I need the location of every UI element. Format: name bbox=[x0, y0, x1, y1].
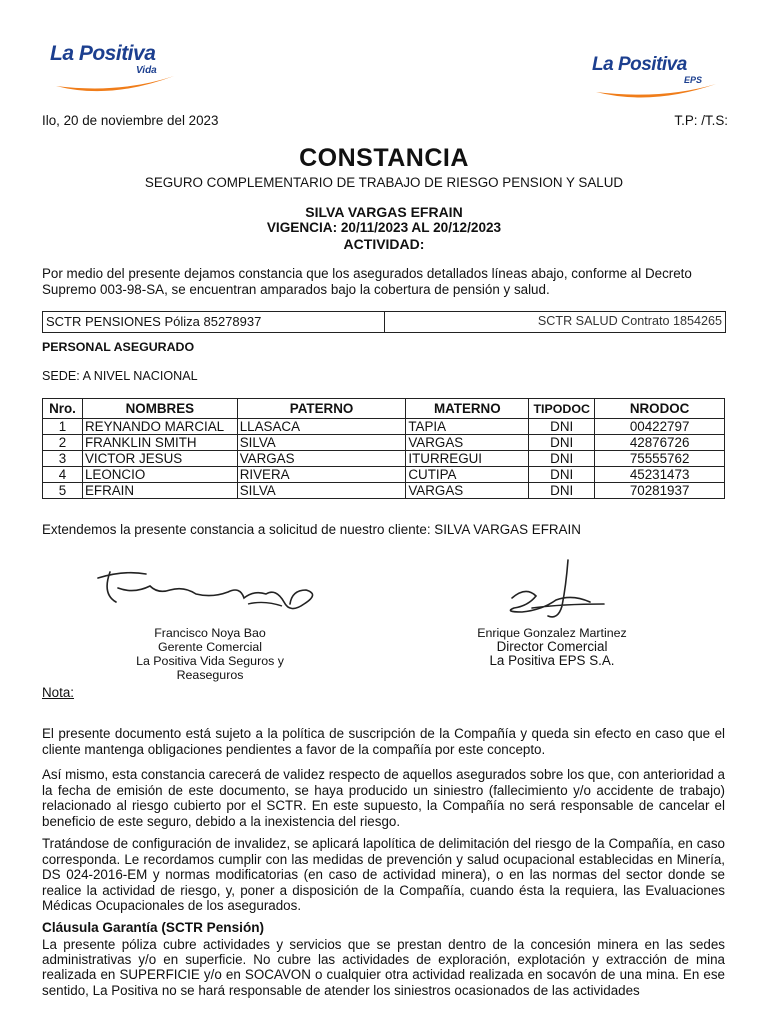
cell-nro: 5 bbox=[43, 483, 83, 499]
cell-nrodoc: 75555762 bbox=[595, 451, 725, 467]
la-positiva-vida-logo bbox=[50, 42, 180, 102]
cell-nro: 2 bbox=[43, 435, 83, 451]
signatory-right-name: Enrique Gonzalez Martinez bbox=[477, 626, 627, 640]
clausula-heading: Cláusula Garantía (SCTR Pensión) bbox=[42, 920, 265, 935]
logo-brand-text: La Positiva bbox=[592, 54, 687, 75]
policy-box-divider bbox=[384, 312, 385, 332]
signature-right-icon bbox=[492, 556, 622, 626]
signatory-left-name: Francisco Noya Bao bbox=[154, 626, 266, 640]
cell-paterno: RIVERA bbox=[237, 467, 406, 483]
cell-materno: ITURREGUI bbox=[406, 451, 529, 467]
signatory-left-role: Gerente Comercial bbox=[158, 640, 262, 654]
signatory-right bbox=[452, 626, 652, 668]
cell-tipodoc: DNI bbox=[529, 467, 595, 483]
extension-line: Extendemos la presente constancia a solicitud de nuestro cliente: SILVA VARGAS EFRAIN bbox=[42, 522, 581, 537]
client-name: SILVA VARGAS EFRAIN bbox=[305, 204, 463, 220]
logo-sub-text: Vida bbox=[136, 65, 157, 76]
cell-nro: 3 bbox=[43, 451, 83, 467]
table-row bbox=[43, 451, 725, 467]
table-row bbox=[43, 435, 725, 451]
cell-materno: VARGAS bbox=[406, 483, 529, 499]
cell-nrodoc: 45231473 bbox=[595, 467, 725, 483]
cell-nombres: EFRAIN bbox=[82, 483, 237, 499]
signature-left-icon bbox=[94, 564, 334, 624]
table-row bbox=[43, 483, 725, 499]
note-paragraph-1: El presente documento está sujeto a la política de suscripción de la Compañía y queda sin efecto en caso que el cliente mantenga obligaciones pendientes a favor de la compañía por este concepto. bbox=[42, 726, 725, 757]
header-nrodoc: NRODOC bbox=[595, 399, 725, 419]
signatory-left bbox=[110, 626, 310, 682]
cell-paterno: VARGAS bbox=[237, 451, 406, 467]
signatory-right-role: Director Comercial bbox=[496, 639, 608, 654]
orange-swoosh-icon bbox=[50, 70, 180, 100]
note-paragraph-3: Tratándose de configuración de invalidez, se aplicará lapolítica de delimitación del riesgo de la Compañía, en caso corresponda. Le recordamos cumplir con las medidas de prevención y salud ocupacional establecidas en Minería, DS 024-2016-EM y normas modificatorias (en caso de actividad minera), o en las normas del sector donde se realice la actividad de riesgo, y, poner a disposición de la Compañía, cuando ésta la requiera, las Evaluaciones Médicas Ocupacionales de los asegurados. bbox=[42, 836, 725, 914]
la-positiva-eps-logo bbox=[592, 54, 722, 114]
cell-nrodoc: 42876726 bbox=[595, 435, 725, 451]
header-nro: Nro. bbox=[43, 399, 83, 419]
cell-nombres: LEONCIO bbox=[82, 467, 237, 483]
intro-paragraph: Por medio del presente dejamos constancia que los asegurados detallados líneas abajo, conforme al Decreto Supremo 003-98-SA, se encuentran amparados bajo la cobertura de pensión y salud. bbox=[42, 266, 692, 297]
cell-nrodoc: 70281937 bbox=[595, 483, 725, 499]
header-tipodoc: TIPODOC bbox=[529, 399, 595, 419]
nota-label: Nota: bbox=[42, 685, 75, 700]
cell-nombres: VICTOR JESUS bbox=[82, 451, 237, 467]
tp-ts-label: T.P: /T.S: bbox=[674, 113, 728, 128]
sede-line: SEDE: A NIVEL NACIONAL bbox=[42, 369, 198, 383]
sctr-pensiones-cell: SCTR PENSIONES Póliza 85278937 bbox=[46, 314, 262, 329]
table-header-row bbox=[43, 399, 725, 419]
logo-sub-text: EPS bbox=[684, 75, 703, 85]
header-nombres: NOMBRES bbox=[82, 399, 237, 419]
date-line: Ilo, 20 de noviembre del 2023 bbox=[42, 113, 219, 128]
cell-nro: 1 bbox=[43, 419, 83, 435]
orange-swoosh-icon bbox=[592, 78, 722, 108]
note-paragraph-2: Así mismo, esta constancia carecerá de validez respecto de aquellos asegurados sobre los que, con anterioridad a la fecha de emisión de este documento, se haya producido un siniestro (fallecimiento y/o accidente de trabajo) relacionado al riesgo cubierto por el SCTR. En este supuesto, la Compañía no será responsable de cancelar el beneficio de este seguro, debido a la inexistencia del riesgo. bbox=[42, 767, 725, 829]
header-materno: MATERNO bbox=[406, 399, 529, 419]
logo-brand-text: La Positiva bbox=[50, 42, 156, 65]
cell-nombres: FRANKLIN SMITH bbox=[82, 435, 237, 451]
table-row bbox=[43, 419, 725, 435]
cell-nrodoc: 00422797 bbox=[595, 419, 725, 435]
cell-nombres: REYNANDO MARCIAL bbox=[82, 419, 237, 435]
cell-nro: 4 bbox=[43, 467, 83, 483]
cell-tipodoc: DNI bbox=[529, 419, 595, 435]
cell-tipodoc: DNI bbox=[529, 451, 595, 467]
actividad-line: ACTIVIDAD: bbox=[343, 236, 425, 252]
cell-tipodoc: DNI bbox=[529, 435, 595, 451]
document-subtitle: SEGURO COMPLEMENTARIO DE TRABAJO DE RIESGO PENSION Y SALUD bbox=[144, 175, 624, 190]
document-title: CONSTANCIA bbox=[299, 144, 469, 172]
cell-materno: VARGAS bbox=[406, 435, 529, 451]
policy-box bbox=[42, 311, 726, 333]
cell-paterno: SILVA bbox=[237, 435, 406, 451]
personal-heading: PERSONAL ASEGURADO bbox=[42, 340, 195, 354]
cell-tipodoc: DNI bbox=[529, 483, 595, 499]
cell-paterno: SILVA bbox=[237, 483, 406, 499]
cell-materno: TAPIA bbox=[406, 419, 529, 435]
table-row bbox=[43, 467, 725, 483]
cell-materno: CUTIPA bbox=[406, 467, 529, 483]
vigencia-line: VIGENCIA: 20/11/2023 AL 20/12/2023 bbox=[266, 220, 502, 235]
sctr-salud-cell: SCTR SALUD Contrato 1854265 bbox=[537, 314, 722, 328]
cell-paterno: LLASACA bbox=[237, 419, 406, 435]
clausula-paragraph: La presente póliza cubre actividades y servicios que se prestan dentro de la concesión minera en las sedes administrativas y/o en superficie. No cubre las actividades de exploración, explotación y extracción de mina realizada en SUPERFICIE y/o en SOCAVON o cualquier otra actividad realizada en socavón de una mina. En ese sentido, La Positiva no se hará responsable de atender los siniestros ocasionados de las actividades bbox=[42, 937, 725, 998]
signatory-left-company: La Positiva Vida Seguros y Reaseguros bbox=[136, 654, 284, 682]
signatory-right-company: La Positiva EPS S.A. bbox=[489, 653, 615, 668]
insured-table bbox=[42, 398, 725, 499]
header-paterno: PATERNO bbox=[237, 399, 406, 419]
